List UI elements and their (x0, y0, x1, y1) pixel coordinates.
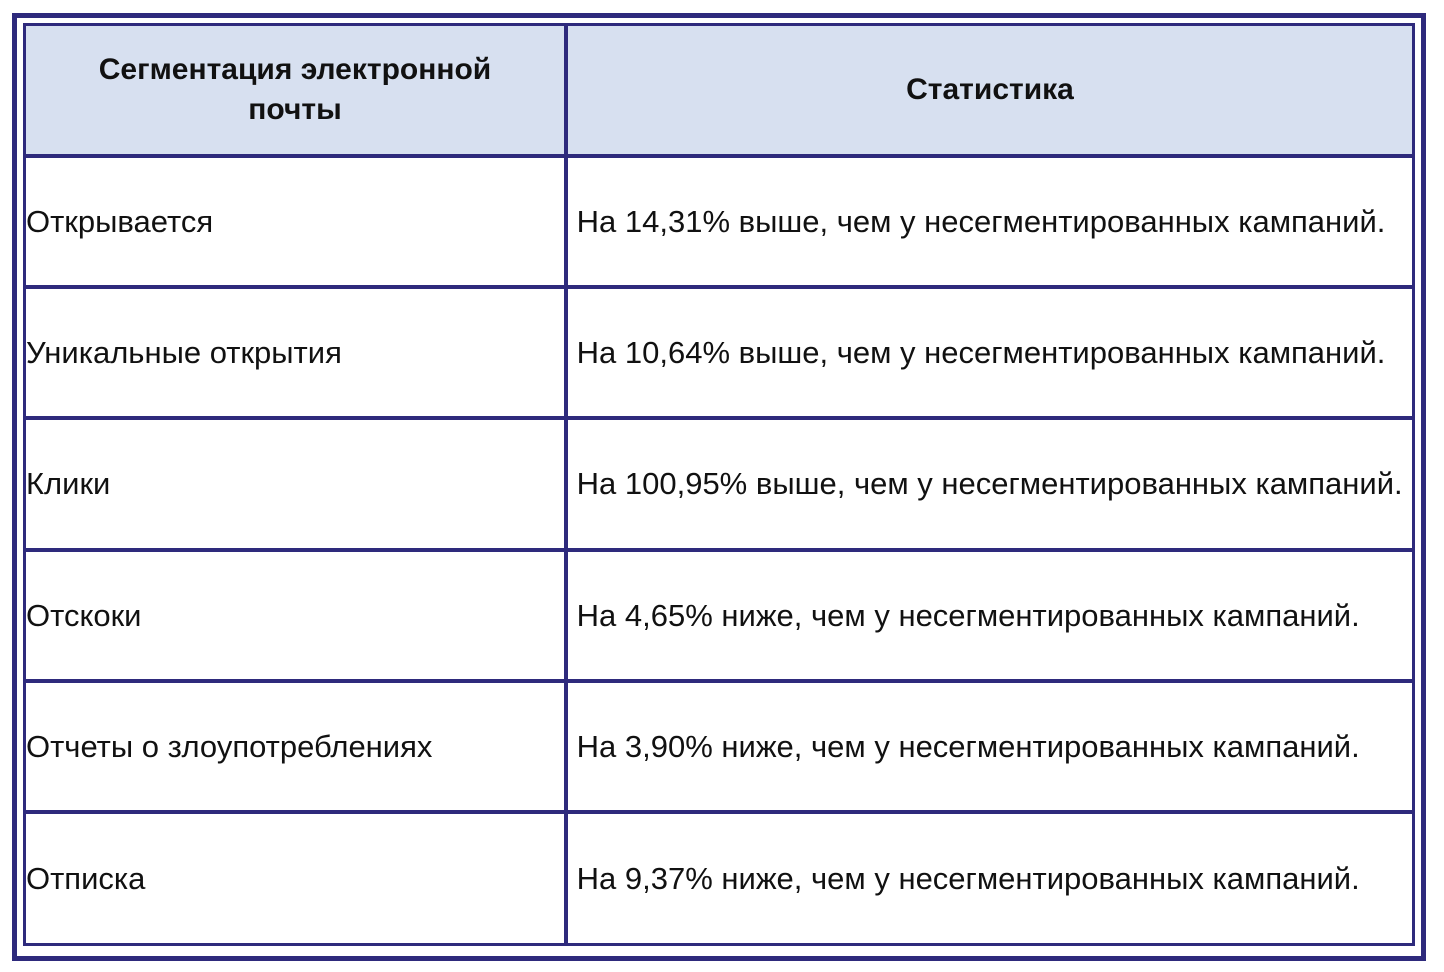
table-header-row (26, 26, 1412, 156)
metric-cell: Открывается (26, 156, 566, 287)
table-row (26, 287, 1412, 418)
metric-cell: Клики (26, 418, 566, 549)
header-segmentation-label: Сегментация электронной почты (98, 53, 492, 127)
table-outer-frame (12, 13, 1426, 961)
segmentation-stats-table (26, 26, 1412, 943)
table-row (26, 812, 1412, 943)
stat-text: На 3,90% ниже, чем у несегментированных кампаний. (568, 728, 1360, 764)
stat-cell (566, 418, 1412, 549)
metric-cell: Отскоки (26, 550, 566, 681)
stat-cell (566, 812, 1412, 943)
stat-text: На 4,65% ниже, чем у несегментированных кампаний. (568, 597, 1360, 633)
header-statistics (566, 26, 1412, 156)
stat-cell (566, 550, 1412, 681)
stat-text: На 9,37% ниже, чем у несегментированных кампаний. (568, 860, 1360, 896)
stat-text: На 14,31% выше, чем у несегментированных кампаний. (568, 204, 1386, 240)
table-inner-frame (23, 23, 1415, 946)
stat-cell (566, 287, 1412, 418)
metric-cell: Уникальные открытия (26, 287, 566, 418)
metric-cell: Отписка (26, 812, 566, 943)
table-row (26, 681, 1412, 812)
stat-text: На 100,95% выше, чем у несегментированных кампаний. (568, 466, 1403, 502)
header-statistics-label: Статистика (906, 73, 1074, 107)
table-row (26, 156, 1412, 287)
table-row (26, 418, 1412, 549)
metric-cell: Отчеты о злоупотреблениях (26, 681, 566, 812)
header-segmentation (26, 26, 566, 156)
table-row (26, 550, 1412, 681)
stat-text: На 10,64% выше, чем у несегментированных кампаний. (568, 335, 1386, 371)
stat-cell (566, 681, 1412, 812)
stat-cell (566, 156, 1412, 287)
